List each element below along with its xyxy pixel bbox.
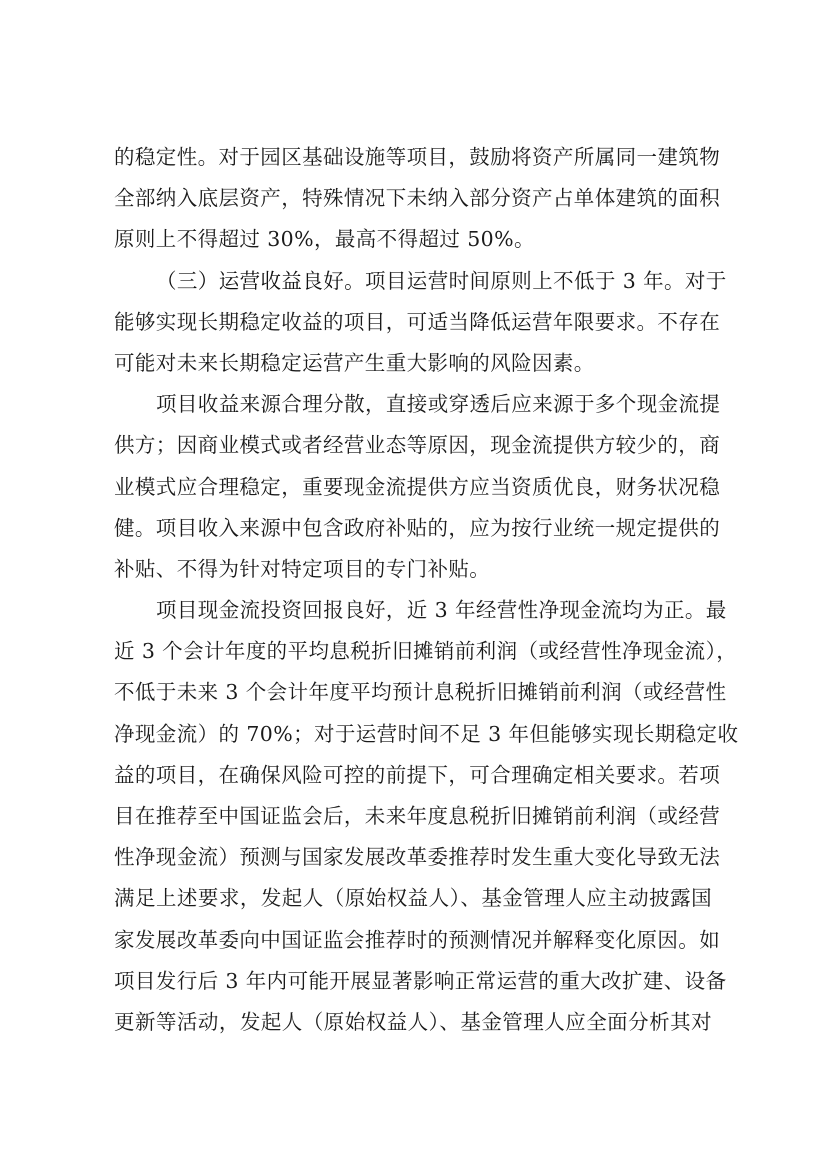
text-line: 项目收益来源合理分散，直接或穿透后应来源于多个现金流提	[156, 392, 721, 417]
text-line: 目在推荐至中国证监会后，未来年度息税折旧摊销前利润（或经营	[114, 804, 721, 828]
paragraph-revenue-sources	[114, 384, 721, 590]
text-line: 全部纳入底层资产，特殊情况下未纳入部分资产占单体建筑的面积	[114, 186, 721, 211]
text-line: 供方；因商业模式或者经营业态等原因，现金流提供方较少的，商	[114, 433, 721, 458]
text-line: 家发展改革委向中国证监会推荐时的预测情况并解释变化原因。如	[114, 927, 721, 952]
text-line	[114, 261, 727, 302]
text-line: 健。项目收入来源中包含政府补贴的，应为按行业统一规定提供的	[114, 515, 721, 540]
text-line: 业模式应合理稳定，重要现金流提供方应当资质优良，财务状况稳	[114, 474, 721, 499]
text-line: 净现金流）的 70%；对于运营时间不足 3 年但能够实现长期稳定收	[114, 721, 739, 746]
text-line: 项目现金流投资回报良好，近 3 年经营性净现金流均为正。最	[156, 598, 727, 623]
text-line: 近 3 个会计年度的平均息税折旧摊销前利润（或经营性净现金流），	[114, 639, 738, 664]
text-line: 满足上述要求，发起人（原始权益人）、基金管理人应主动披露国	[114, 886, 712, 911]
section-heading: （三）运营收益良好。	[156, 268, 365, 293]
paragraph-cash-flow-returns	[114, 590, 739, 1043]
text-span: 项目运营时间原则上不低于 3 年。对于	[365, 268, 727, 293]
paragraph-operating-income	[114, 261, 727, 385]
text-line: 性净现金流）预测与国家发展改革委推荐时发生重大变化导致无法	[114, 845, 721, 870]
text-line: 可能对未来长期稳定运营产生重大影响的风险因素。	[114, 350, 595, 375]
text-line: 不低于未来 3 个会计年度平均预计息税折旧摊销前利润（或经营性	[114, 680, 727, 705]
text-line: 更新等活动，发起人（原始权益人）、基金管理人应全面分析其对	[114, 1009, 712, 1034]
text-line: 项目发行后 3 年内可能开展显著影响正常运营的重大改扩建、设备	[114, 968, 727, 993]
document-body	[114, 137, 739, 1043]
text-line: 补贴、不得为针对特定项目的专门补贴。	[114, 556, 491, 581]
text-line: 的稳定性。对于园区基础设施等项目，鼓励将资产所属同一建筑物	[114, 145, 721, 169]
text-line: 能够实现长期稳定收益的项目，可适当降低运营年限要求。不存在	[114, 309, 721, 334]
text-line: 益的项目，在确保风险可控的前提下，可合理确定相关要求。若项	[114, 762, 721, 787]
paragraph-asset-scope	[114, 137, 721, 261]
text-line: 原则上不得超过 30%，最高不得超过 50%。	[114, 227, 535, 252]
